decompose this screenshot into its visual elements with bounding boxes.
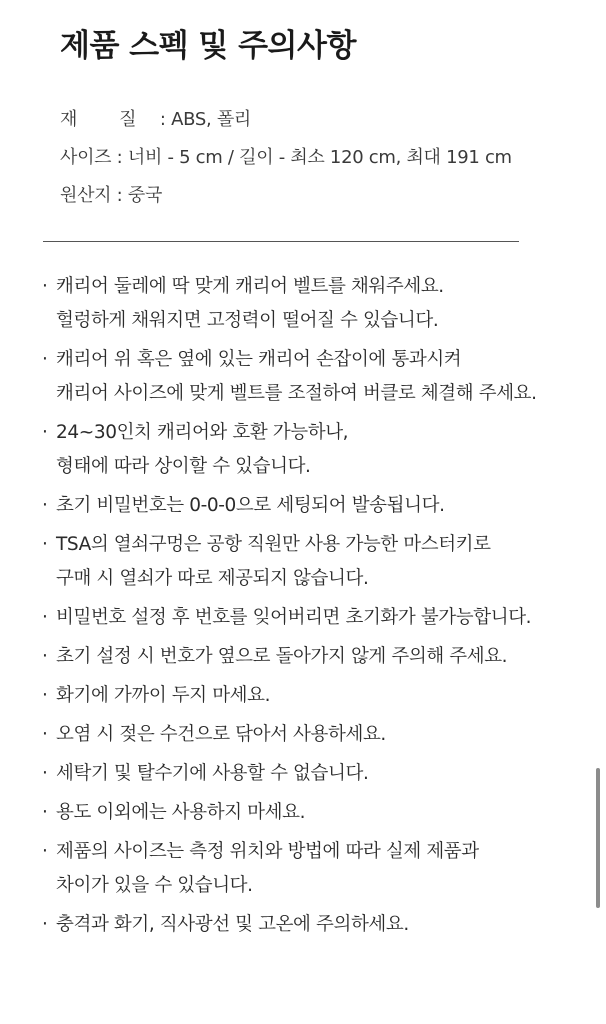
bullet-dot: · [42,763,48,784]
spec-size-label: 사이즈 [60,147,112,168]
caution-item [42,528,597,596]
bullet-dot: · [42,276,48,297]
spec-separator: : [154,109,172,130]
caution-text: 용도 이외에는 사용하지 마세요. [56,802,306,823]
caution-item [42,601,597,635]
caution-item [42,835,597,903]
caution-text: 초기 비밀번호는 0-0-0으로 세팅되어 발송됩니다. [56,495,445,516]
spec-origin-value: 중국 [127,185,163,206]
bullet-dot: · [42,534,48,555]
spec-material-label: 재 질 [60,109,155,130]
caution-item [42,908,597,942]
caution-item [42,679,597,713]
caution-item [42,718,597,752]
caution-text: 캐리어 위 혹은 옆에 있는 캐리어 손잡이에 통과시켜 캐리어 사이즈에 맞게 벨트를 조절하여 버클로 체결해 주세요. [56,349,537,404]
bullet-dot: · [42,914,48,935]
caution-item [42,343,597,411]
section-divider [43,241,519,242]
caution-text: 24~30인치 캐리어와 호환 가능하나, 형태에 따라 상이할 수 있습니다. [56,422,349,477]
caution-item [42,796,597,830]
caution-text: 세탁기 및 탈수기에 사용할 수 없습니다. [56,763,369,784]
spec-origin [60,181,162,207]
caution-text: 충격과 화기, 직사광선 및 고온에 주의하세요. [56,914,409,935]
caution-text: 캐리어 둘레에 딱 맞게 캐리어 벨트를 채워주세요. 헐렁하게 채워지면 고정력이 떨어질 수 있습니다. [56,276,444,331]
caution-text: TSA의 열쇠구멍은 공항 직원만 사용 가능한 마스터키로 구매 시 열쇠가 따로 제공되지 않습니다. [56,534,491,589]
page-title: 제품 스펙 및 주의사항 [60,28,356,64]
caution-item [42,416,597,484]
bullet-dot: · [42,802,48,823]
spec-separator: : [111,147,128,168]
caution-text: 화기에 가까이 두지 마세요. [56,685,271,706]
bullet-dot: · [42,349,48,370]
bullet-dot: · [42,646,48,667]
caution-list [42,270,597,947]
caution-text: 초기 설정 시 번호가 옆으로 돌아가지 않게 주의해 주세요. [56,646,508,667]
spec-separator: : [111,185,128,206]
caution-text: 제품의 사이즈는 측정 위치와 방법에 따라 실제 제품과 차이가 있을 수 있습니다. [56,841,479,896]
bullet-dot: · [42,422,48,443]
bullet-dot: · [42,685,48,706]
spec-material-value: ABS, 폴리 [171,109,252,130]
caution-text: 오염 시 젖은 수건으로 닦아서 사용하세요. [56,724,386,745]
caution-item [42,489,597,523]
bullet-dot: · [42,607,48,628]
scrollbar[interactable] [596,768,600,908]
spec-size-value: 너비 - 5 cm / 길이 - 최소 120 cm, 최대 191 cm [127,147,512,168]
caution-item [42,757,597,791]
spec-size [60,143,512,169]
bullet-dot: · [42,495,48,516]
spec-material [60,105,251,131]
bullet-dot: · [42,841,48,862]
bullet-dot: · [42,724,48,745]
caution-item [42,640,597,674]
spec-origin-label: 원산지 [60,185,112,206]
caution-text: 비밀번호 설정 후 번호를 잊어버리면 초기화가 불가능합니다. [56,607,532,628]
caution-item [42,270,597,338]
